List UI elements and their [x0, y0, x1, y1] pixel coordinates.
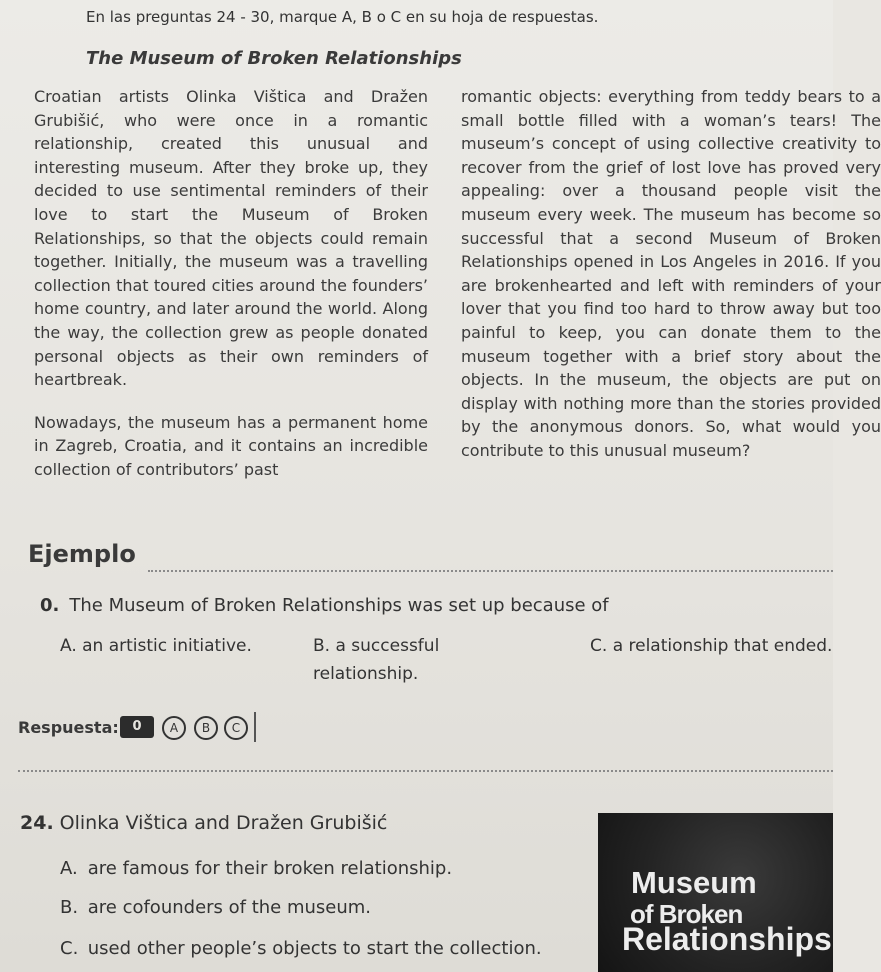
answer-label: Respuesta: [18, 718, 119, 737]
example-option-a [60, 632, 270, 660]
option-text: are cofounders of the museum. [87, 897, 372, 918]
question-stem: The Museum of Broken Relationships was set up because of [69, 595, 609, 616]
question-24 [20, 812, 387, 834]
option-letter: A. [60, 858, 78, 879]
option-letter: A. [60, 636, 77, 656]
article-paragraph: Croatian artists Olinka Vištica and Dražen Grubišić, who were once in a romantic relationship, created this unusual and interesting museum. After they broke up, they decided to use sentimental reminders of their love to start the Museum of Broken Relationships, so that the objects could remain together. Initially, the museum was a travelling collection that toured cities around the founders’ home country, and later around the world. Along the way, the collection grew as people donated personal objects as their own reminders of heartbreak. [34, 87, 428, 390]
logo-line: Relationships [622, 921, 832, 957]
question-stem: Olinka Vištica and Dražen Grubišić [59, 812, 388, 834]
question-number: 0. [40, 595, 60, 616]
article-right-column [461, 85, 881, 463]
answer-box-edge [254, 712, 256, 742]
question-number: 24. [20, 812, 54, 834]
option-letter: C. [590, 636, 608, 656]
question-24-option-b [60, 897, 371, 918]
answer-bubble-b[interactable]: B [194, 716, 218, 740]
article-left-column [34, 85, 428, 482]
option-letter: C. [60, 938, 79, 959]
question-24-option-a [60, 858, 452, 879]
answer-bubble-a[interactable]: A [162, 716, 186, 740]
example-heading: Ejemplo [28, 540, 136, 568]
option-text: used other people’s objects to start the collection. [87, 938, 542, 959]
instructions: En las preguntas 24 - 30, marque A, B o C en su hoja de respuestas. [86, 8, 599, 26]
museum-logo-image [598, 813, 833, 972]
logo-line: of Broken [630, 899, 743, 929]
example-option-b [313, 632, 513, 688]
option-text: a successful relationship. [313, 636, 440, 684]
article-paragraph: Nowadays, the museum has a permanent home in Zagreb, Croatia, and it contains an incredible collection of contributors’ past [34, 412, 428, 479]
example-question [40, 595, 609, 616]
answer-sheet-row [118, 708, 268, 744]
article-paragraph: romantic objects: everything from teddy bears to a small bottle filled with a woman’s tears! The museum’s concept of using collective creativity to recover from the grief of lost love has proved very appealing: over a thousand people visit the museum every week. The museum has become so successful that a second Museum of Broken Relationships opened in Los Angeles in 2016. If you are brokenhearted and left with reminders of your lover that you find too hard to throw away but too painful to keep, you can donate them to the museum together with a brief story about the objects. In the museum, the objects are put on display with nothing more than the stories provided by the anonymous donors. So, what would you contribute to this unusual museum? [461, 87, 881, 460]
answer-bubble-c[interactable]: C [224, 716, 248, 740]
article-title: The Museum of Broken Relationships [86, 48, 462, 69]
option-text: an artistic initiative. [82, 636, 252, 656]
question-24-option-c [60, 938, 542, 959]
option-letter: B. [60, 897, 79, 918]
logo-line: Museum [631, 865, 757, 900]
answer-number-mark: 0 [120, 716, 154, 738]
dotted-divider [18, 770, 833, 772]
option-letter: B. [313, 636, 331, 656]
option-text: a relationship that ended. [612, 636, 833, 656]
option-text: are famous for their broken relationship. [87, 858, 453, 879]
dotted-divider [148, 570, 833, 572]
example-option-c [590, 632, 850, 660]
